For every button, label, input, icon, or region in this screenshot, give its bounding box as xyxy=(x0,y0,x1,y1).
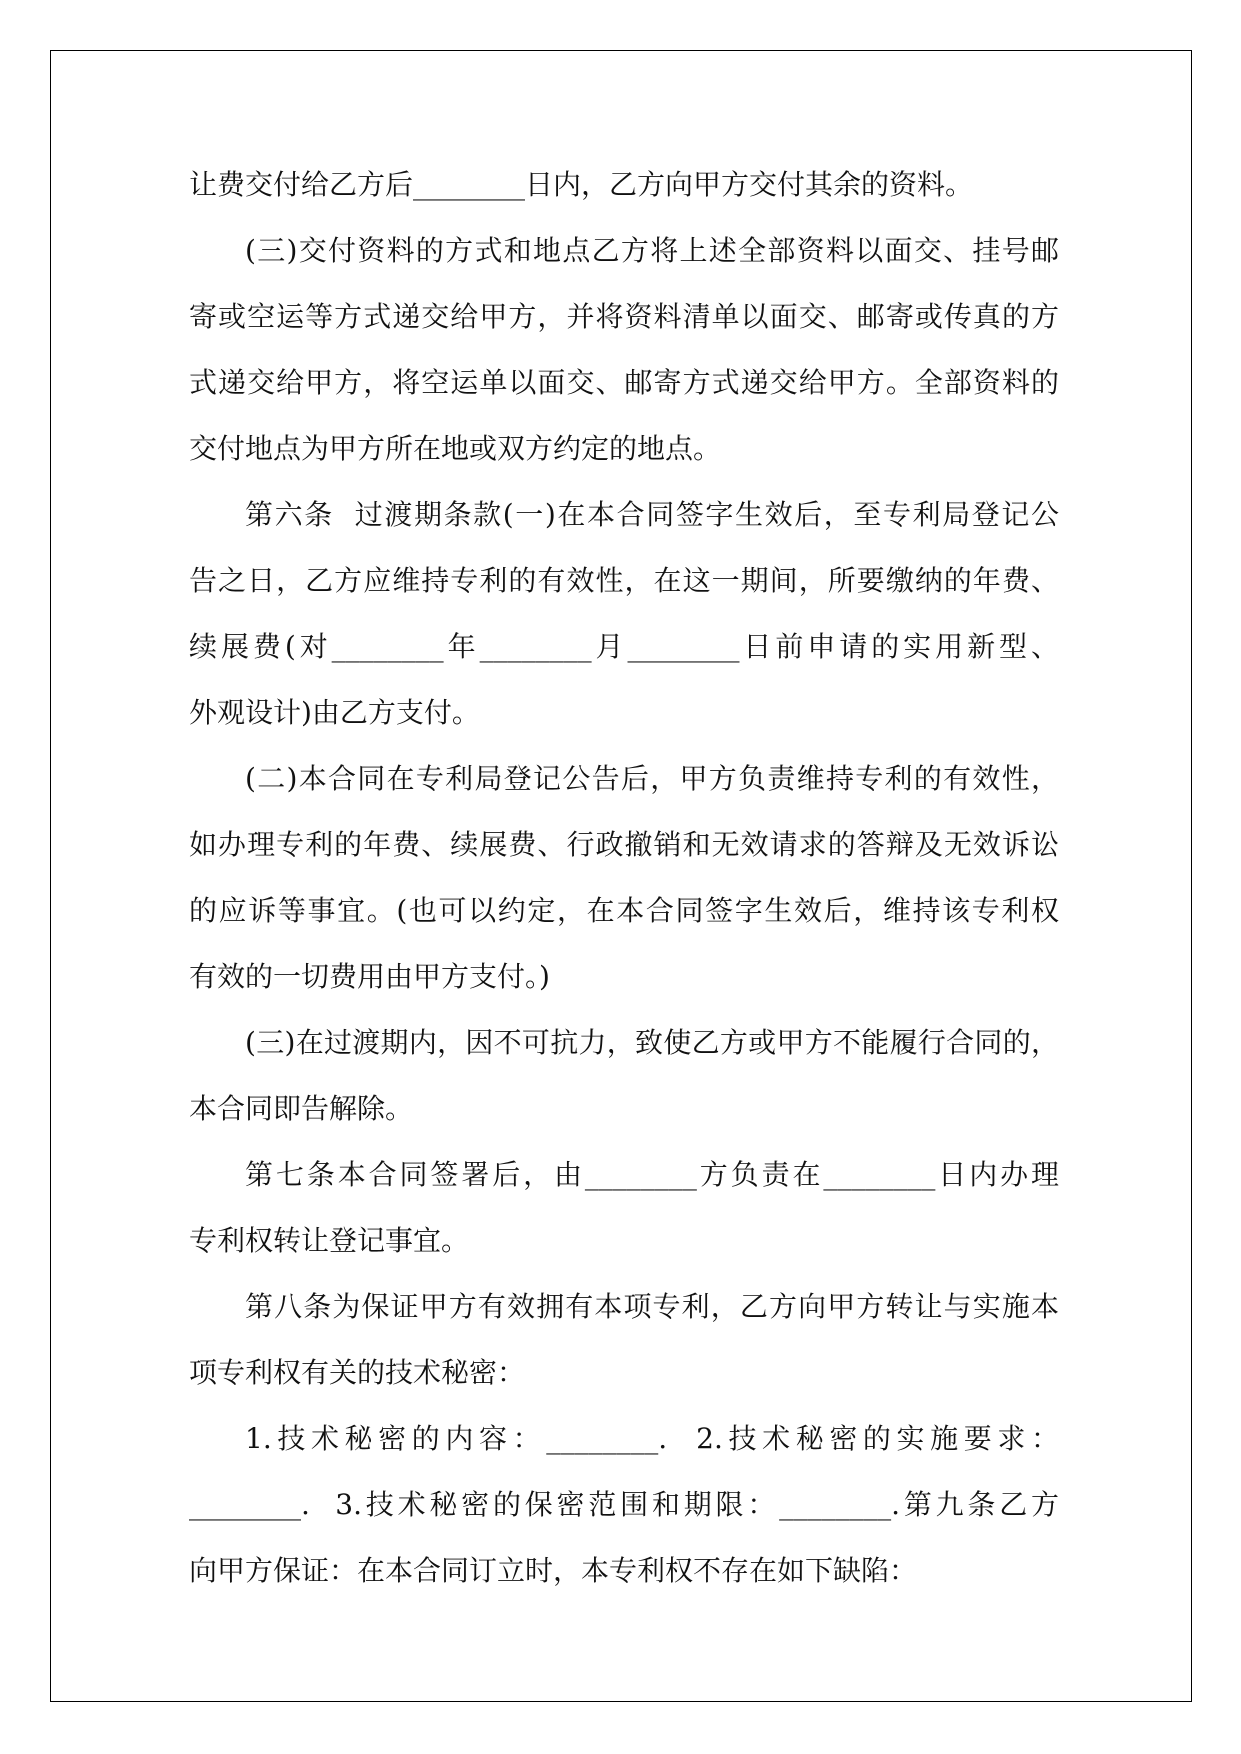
text-line-7: 告之日，乙方应维持专利的有效性，在这一期间，所要缴纳的年费、 xyxy=(189,564,1059,597)
text-line-12: 的应诉等事宜。(也可以约定，在本合同签字生效后，维持该专利权 xyxy=(189,894,1059,927)
text-line-15: 本合同即告解除。 xyxy=(189,1092,414,1125)
text-line-4: 式递交给甲方，将空运单以面交、邮寄方式递交给甲方。全部资料的 xyxy=(189,366,1059,399)
text-line-10: (二)本合同在专利局登记公告后，甲方负责维持专利的有效性， xyxy=(245,762,1059,795)
text-line-21: ________. 3.技术秘密的保密范围和期限：________.第九条乙方 xyxy=(189,1488,1059,1521)
text-line-5: 交付地点为甲方所在地或双方约定的地点。 xyxy=(189,432,722,465)
text-line-16: 第七条本合同签署后，由________方负责在________日内办理 xyxy=(245,1158,1059,1191)
text-line-9: 外观设计)由乙方支付。 xyxy=(189,696,480,729)
text-line-22: 向甲方保证：在本合同订立时，本专利权不存在如下缺陷： xyxy=(189,1554,918,1587)
text-line-6: 第六条 过渡期条款(一)在本合同签字生效后，至专利局登记公 xyxy=(245,498,1059,531)
text-line-20: 1.技术秘密的内容：________. 2.技术秘密的实施要求： xyxy=(245,1422,1059,1455)
text-line-3: 寄或空运等方式递交给甲方，并将资料清单以面交、邮寄或传真的方 xyxy=(189,300,1059,333)
document-body xyxy=(189,152,1059,1604)
text-line-18: 第八条为保证甲方有效拥有本项专利，乙方向甲方转让与实施本 xyxy=(245,1290,1059,1323)
text-line-1: 让费交付给乙方后________日内，乙方向甲方交付其余的资料。 xyxy=(189,168,974,201)
text-line-17: 专利权转让登记事宜。 xyxy=(189,1224,470,1257)
text-line-8: 续展费(对________年________月________日前申请的实用新型、 xyxy=(189,630,1059,663)
text-line-13: 有效的一切费用由甲方支付。) xyxy=(189,960,550,993)
text-line-19: 项专利权有关的技术秘密： xyxy=(189,1356,526,1389)
text-line-2: (三)交付资料的方式和地点乙方将上述全部资料以面交、挂号邮 xyxy=(245,234,1059,267)
text-line-11: 如办理专利的年费、续展费、行政撤销和无效请求的答辩及无效诉讼 xyxy=(189,828,1059,861)
text-line-14: (三)在过渡期内，因不可抗力，致使乙方或甲方不能履行合同的， xyxy=(245,1026,1059,1059)
